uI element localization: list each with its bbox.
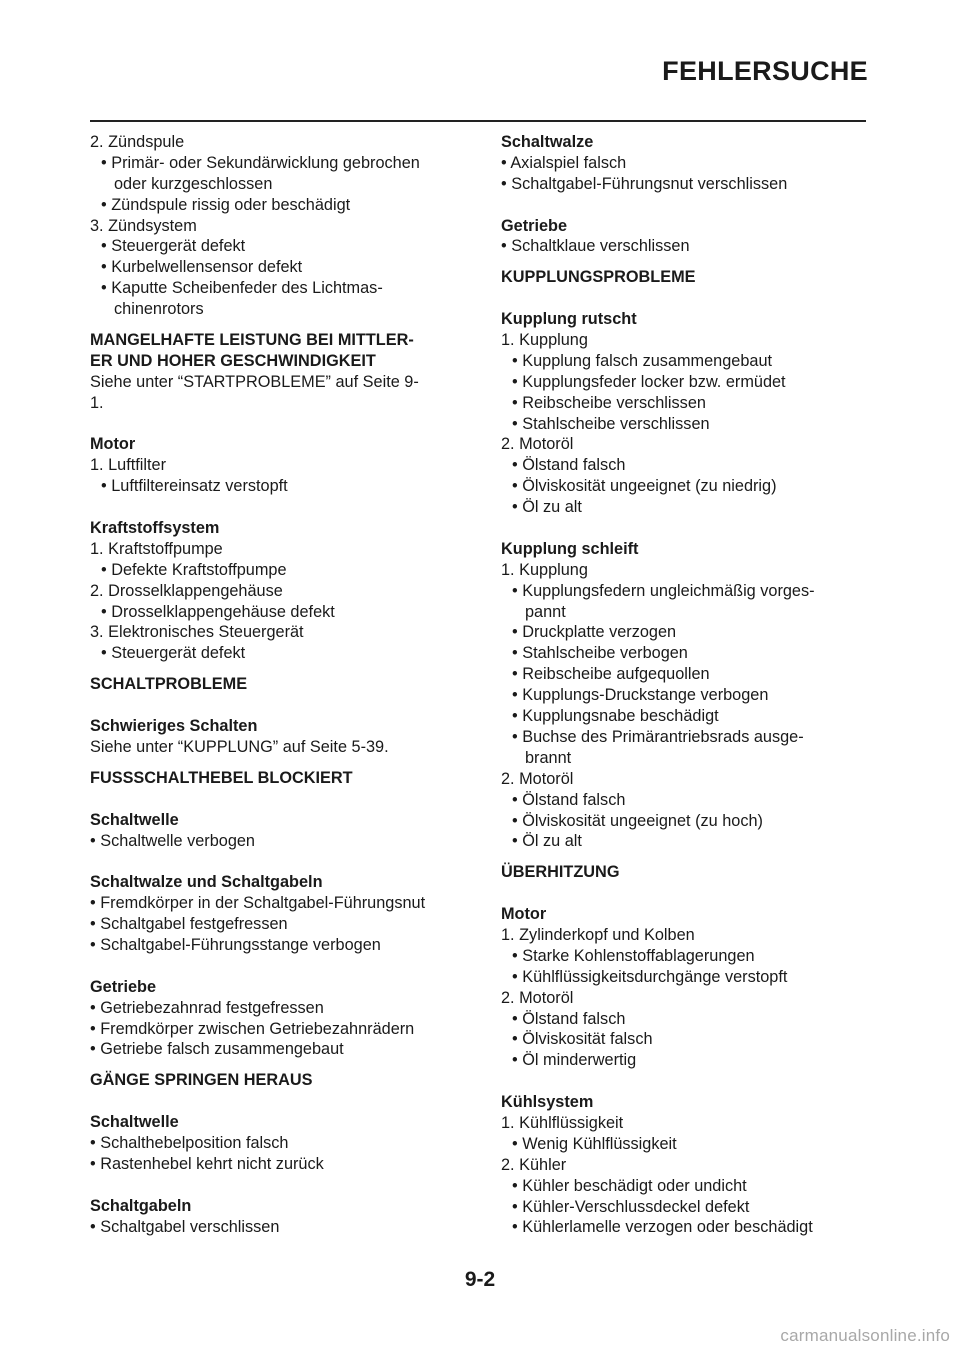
list-item: • Zündspule rissig oder beschädigt (101, 195, 351, 214)
list-item: pannt (525, 602, 566, 621)
list-item: • Ölstand falsch (512, 456, 626, 475)
list-item: • Reibscheibe aufgequollen (512, 665, 710, 684)
watermark: carmanualsonline.info (780, 1326, 950, 1345)
list-item: • Fremdkörper zwischen Getriebezahnrädern (90, 1019, 415, 1038)
subheading: Schaltwelle (90, 1113, 179, 1132)
section-heading: KUPPLUNGSPROBLEME (501, 268, 696, 287)
list-item: • Druckplatte verzogen (512, 623, 677, 642)
reference-text: Siehe unter “STARTPROBLEME” auf Seite 9- (90, 372, 419, 391)
list-item: • Schaltklaue verschlissen (501, 237, 690, 256)
subheading: Schaltwelle (90, 810, 179, 829)
list-item: • Kühler beschädigt oder undicht (512, 1176, 747, 1195)
list-item: • Ölstand falsch (512, 790, 626, 809)
subheading: Motor (501, 905, 547, 924)
left-column (90, 132, 470, 1237)
list-item: • Starke Kohlenstoffablagerungen (512, 946, 755, 965)
list-item: • Ölstand falsch (512, 1009, 626, 1028)
header-divider (90, 120, 866, 122)
list-item: 3. Elektronisches Steuergerät (90, 623, 304, 642)
reference-text: 1. (90, 393, 104, 412)
list-item: 1. Zylinderkopf und Kolben (501, 925, 695, 944)
list-item: 2. Drosselklappengehäuse (90, 581, 283, 600)
subheading: Kühlsystem (501, 1093, 594, 1112)
list-item: 1. Kupplung (501, 560, 588, 579)
list-item: • Öl zu alt (512, 832, 582, 851)
list-item: 2. Zündspule (90, 133, 185, 151)
list-item: • Drosselklappengehäuse defekt (101, 602, 335, 621)
subheading: Schaltgabeln (90, 1196, 192, 1215)
list-item: • Stahlscheibe verschlissen (512, 414, 710, 433)
list-item: 1. Kraftstoffpumpe (90, 539, 223, 558)
section-heading: FUSSSCHALTHEBEL BLOCKIERT (90, 768, 353, 787)
section-heading: ÜBERHITZUNG (501, 863, 620, 882)
list-item: • Wenig Kühlflüssigkeit (512, 1134, 677, 1153)
list-item: • Schaltgabel-Führungsnut verschlissen (501, 174, 788, 193)
subheading: Getriebe (501, 216, 568, 235)
list-item: • Reibscheibe verschlissen (512, 393, 706, 412)
list-item: • Kühler-Verschlussdeckel defekt (512, 1197, 750, 1216)
list-item: • Primär- oder Sekundärwicklung gebrochen (101, 153, 420, 172)
subheading: Motor (90, 435, 136, 454)
page-title: FEHLERSUCHE (662, 56, 868, 86)
list-item: 3. Zündsystem (90, 216, 197, 235)
list-item: • Kupplung falsch zusammengebaut (512, 351, 773, 370)
list-item: • Kaputte Scheibenfeder des Lichtmas- (101, 279, 383, 298)
list-item: 1. Luftfilter (90, 456, 167, 475)
list-item: • Ölviskosität falsch (512, 1030, 653, 1049)
section-heading: GÄNGE SPRINGEN HERAUS (90, 1071, 313, 1090)
list-item: • Kurbelwellensensor defekt (101, 258, 303, 277)
list-item: • Steuergerät defekt (101, 644, 246, 663)
list-item: • Öl zu alt (512, 498, 582, 517)
list-item: • Öl minderwertig (512, 1051, 637, 1070)
list-item: • Schaltwelle verbogen (90, 831, 255, 850)
section-heading: ER UND HOHER GESCHWINDIGKEIT (90, 351, 376, 370)
list-item: • Kupplungsfeder locker bzw. ermüdet (512, 372, 786, 391)
list-item: 2. Kühler (501, 1155, 567, 1174)
list-item: • Getriebezahnrad festgefressen (90, 998, 324, 1017)
page-number: 9-2 (464, 1268, 496, 1291)
section-heading: SCHALTPROBLEME (90, 675, 248, 694)
subheading: Kupplung schleift (501, 539, 639, 558)
list-item: • Schaltgabel-Führungsstange verbogen (90, 935, 381, 954)
list-item: • Kupplungsnabe beschädigt (512, 707, 719, 726)
list-item: 2. Motoröl (501, 988, 574, 1007)
subheading: Schaltwalze und Schaltgabeln (90, 873, 323, 892)
list-item: • Luftfiltereinsatz verstopft (101, 477, 288, 496)
list-item: • Kühlerlamelle verzogen oder beschädigt (512, 1218, 813, 1237)
list-item: • Axialspiel falsch (501, 153, 627, 172)
subheading: Getriebe (90, 977, 157, 996)
list-item: • Ölviskosität ungeeignet (zu hoch) (512, 811, 763, 830)
list-item: oder kurzgeschlossen (114, 174, 273, 193)
list-item: • Kupplungsfedern ungleichmäßig vorges- (512, 581, 815, 600)
list-item: • Fremdkörper in der Schaltgabel-Führungsnut (90, 894, 426, 913)
list-item: • Ölviskosität ungeeignet (zu niedrig) (512, 477, 777, 496)
list-item: • Rastenhebel kehrt nicht zurück (90, 1154, 324, 1173)
list-item: • Steuergerät defekt (101, 237, 246, 256)
section-heading: MANGELHAFTE LEISTUNG BEI MITTLER- (90, 331, 414, 350)
subheading: Kraftstoffsystem (90, 519, 220, 538)
list-item: 1. Kühlflüssigkeit (501, 1113, 624, 1132)
list-item: 2. Motoröl (501, 435, 574, 454)
list-item: • Defekte Kraftstoffpumpe (101, 560, 287, 579)
subheading: Schwieriges Schalten (90, 717, 258, 736)
list-item: • Buchse des Primärantriebsrads ausge- (512, 727, 804, 746)
list-item: chinenrotors (114, 300, 204, 319)
list-item: 1. Kupplung (501, 331, 588, 350)
subheading: Schaltwalze (501, 133, 594, 151)
list-item: • Schaltgabel verschlissen (90, 1217, 280, 1236)
list-item: • Stahlscheibe verbogen (512, 644, 688, 663)
right-column (501, 132, 871, 1238)
subheading: Kupplung rutscht (501, 310, 637, 329)
list-item: • Getriebe falsch zusammengebaut (90, 1040, 344, 1059)
list-item: • Kupplungs-Druckstange verbogen (512, 686, 769, 705)
list-item: • Schaltgabel festgefressen (90, 915, 288, 934)
list-item: • Schalthebelposition falsch (90, 1133, 289, 1152)
list-item: 2. Motoröl (501, 769, 574, 788)
list-item: brannt (525, 748, 572, 767)
reference-text: Siehe unter “KUPPLUNG” auf Seite 5-39. (90, 737, 389, 756)
list-item: • Kühlflüssigkeitsdurchgänge verstopft (512, 967, 788, 986)
